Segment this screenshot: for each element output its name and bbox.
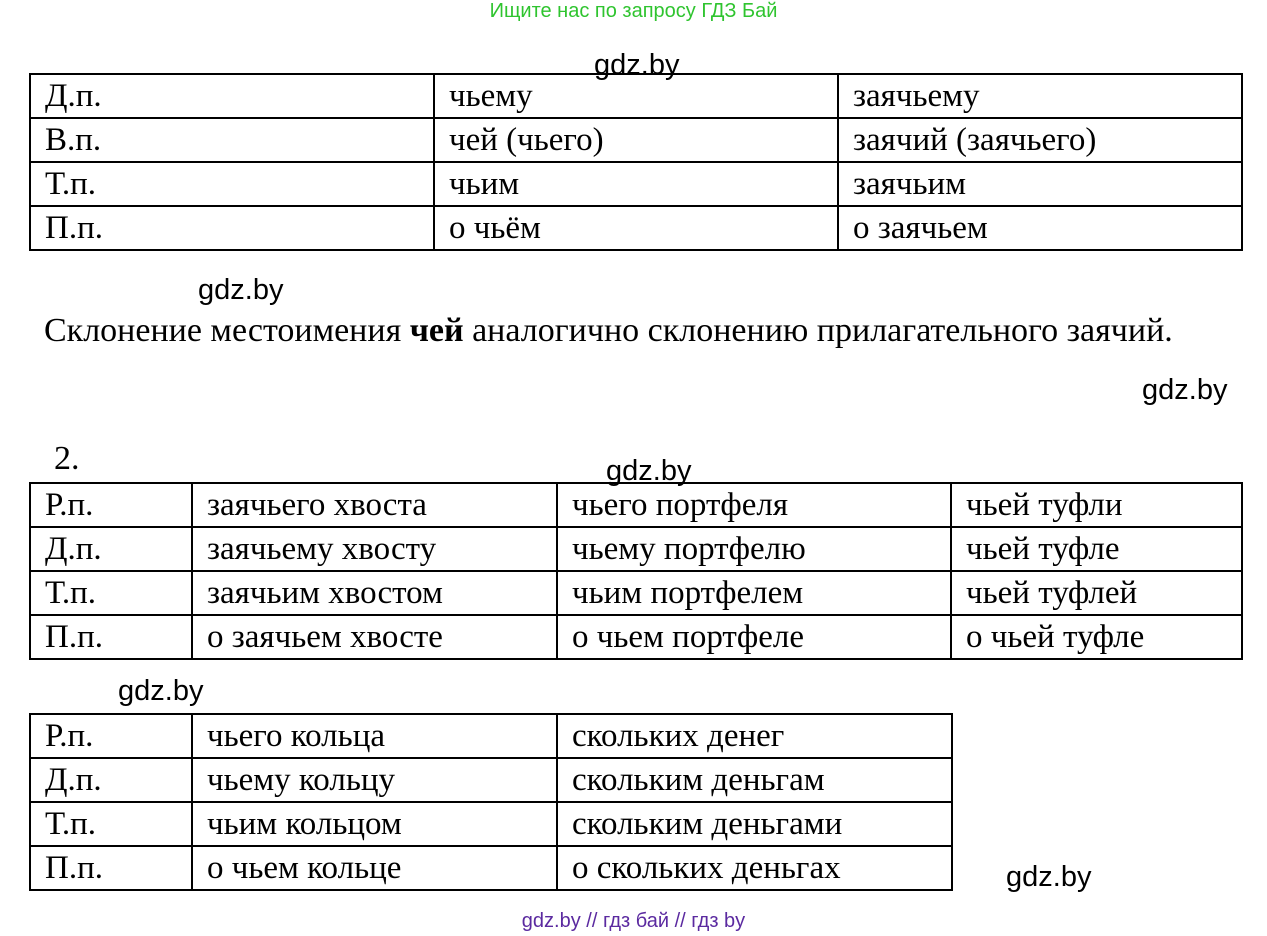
table-cell: чьим bbox=[434, 162, 838, 206]
table-cell: чьему кольцу bbox=[192, 758, 557, 802]
table-cell: чьего кольца bbox=[192, 714, 557, 758]
case-label-cell: Р.п. bbox=[30, 714, 192, 758]
table-cell: заячьего хвоста bbox=[192, 483, 557, 527]
top-banner: Ищите нас по запросу ГДЗ Бай bbox=[489, 0, 778, 22]
table-cell: заячьему хвосту bbox=[192, 527, 557, 571]
watermark: gdz.by bbox=[594, 49, 680, 81]
table-row bbox=[30, 483, 1242, 527]
table-cell: заячьим bbox=[838, 162, 1242, 206]
case-label-cell: В.п. bbox=[30, 118, 434, 162]
table-cell: чьей туфли bbox=[951, 483, 1242, 527]
table-cell: о заячьем bbox=[838, 206, 1242, 250]
table-cell: скольким деньгами bbox=[557, 802, 952, 846]
watermark: gdz.by bbox=[1006, 861, 1092, 893]
table-row bbox=[30, 162, 1242, 206]
table-cell: о чьём bbox=[434, 206, 838, 250]
table-cell: о чьем кольце bbox=[192, 846, 557, 890]
case-label-cell: П.п. bbox=[30, 615, 192, 659]
footer-links: gdz.by // гдз бай // гдз by bbox=[521, 910, 746, 932]
table-cell: скольких денег bbox=[557, 714, 952, 758]
case-label-cell: Т.п. bbox=[30, 162, 434, 206]
case-label-cell: Т.п. bbox=[30, 571, 192, 615]
case-label-cell: Д.п. bbox=[30, 527, 192, 571]
table-cell: скольким деньгам bbox=[557, 758, 952, 802]
table-row bbox=[30, 118, 1242, 162]
table-cell: чьему bbox=[434, 74, 838, 118]
case-label-cell: Т.п. bbox=[30, 802, 192, 846]
declension-table-1 bbox=[29, 73, 1243, 251]
table-cell: чей (чьего) bbox=[434, 118, 838, 162]
note-bold-word: чей bbox=[409, 312, 464, 349]
table-cell: чьей туфле bbox=[951, 527, 1242, 571]
watermark: gdz.by bbox=[118, 675, 204, 707]
table-row bbox=[30, 74, 1242, 118]
table-cell: чьего портфеля bbox=[557, 483, 951, 527]
table-row bbox=[30, 714, 952, 758]
declension-table-2 bbox=[29, 482, 1243, 660]
table-cell: заячий (заячьего) bbox=[838, 118, 1242, 162]
case-label-cell: Д.п. bbox=[30, 758, 192, 802]
watermark: gdz.by bbox=[606, 455, 692, 487]
table-cell: чьей туфлей bbox=[951, 571, 1242, 615]
case-label-cell: Д.п. bbox=[30, 74, 434, 118]
table-cell: о скольких деньгах bbox=[557, 846, 952, 890]
case-label-cell: Р.п. bbox=[30, 483, 192, 527]
table-row bbox=[30, 527, 1242, 571]
table-row bbox=[30, 846, 952, 890]
table-cell: заячьему bbox=[838, 74, 1242, 118]
section-number: 2. bbox=[54, 440, 80, 477]
table-cell: о заячьем хвосте bbox=[192, 615, 557, 659]
table-row bbox=[30, 615, 1242, 659]
table-cell: заячьим хвостом bbox=[192, 571, 557, 615]
case-label-cell: П.п. bbox=[30, 206, 434, 250]
declension-note bbox=[44, 308, 1226, 354]
watermark: gdz.by bbox=[198, 274, 284, 306]
table-cell: о чьей туфле bbox=[951, 615, 1242, 659]
note-text-start: Склонение местоимения bbox=[44, 312, 410, 349]
table-cell: чьим портфелем bbox=[557, 571, 951, 615]
table-row bbox=[30, 206, 1242, 250]
note-text-end: аналогично склонению прилагательного заячий. bbox=[463, 312, 1173, 349]
case-label-cell: П.п. bbox=[30, 846, 192, 890]
table-row bbox=[30, 802, 952, 846]
table-row bbox=[30, 571, 1242, 615]
table-cell: чьим кольцом bbox=[192, 802, 557, 846]
table-cell: чьему портфелю bbox=[557, 527, 951, 571]
watermark: gdz.by bbox=[1142, 374, 1228, 406]
table-cell: о чьем портфеле bbox=[557, 615, 951, 659]
table-row bbox=[30, 758, 952, 802]
declension-table-3 bbox=[29, 713, 953, 891]
